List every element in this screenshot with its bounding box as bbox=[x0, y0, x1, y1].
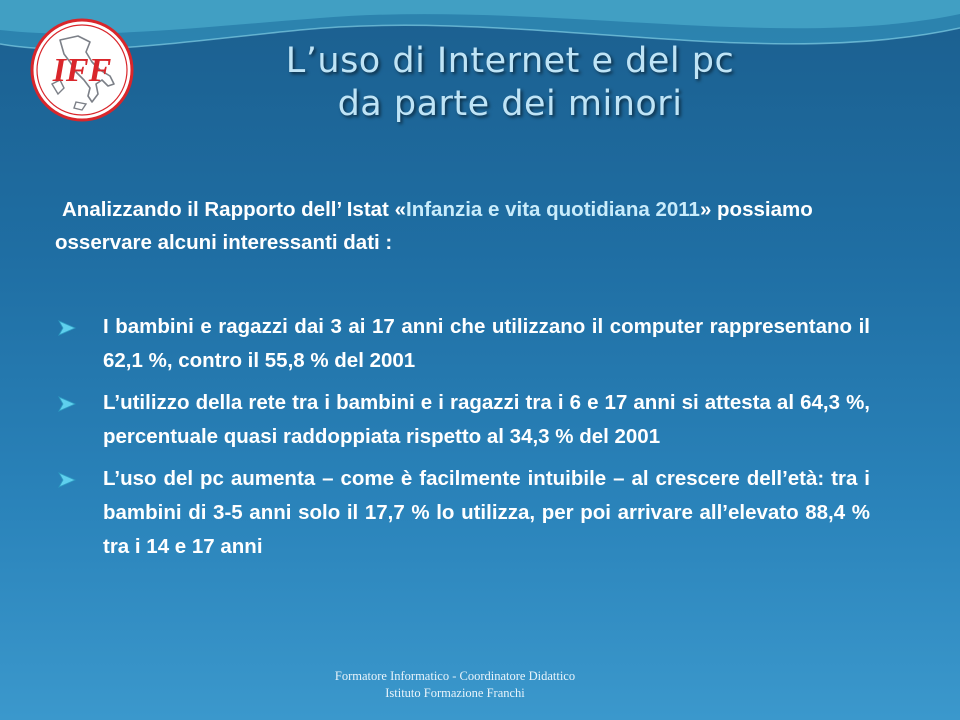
bullet-item bbox=[56, 310, 870, 378]
arrow-bullet-icon bbox=[58, 472, 76, 488]
logo-text: IFF bbox=[52, 52, 112, 89]
bullet-text: I bambini e ragazzi dai 3 ai 17 anni che utilizzano il computer rappresentano il 62,1 %, contro il 55,8 % del 2001 bbox=[103, 315, 870, 372]
iff-logo bbox=[30, 18, 134, 122]
bullet-item bbox=[56, 386, 870, 454]
intro-text-before: Analizzando il Rapporto dell’ Istat « bbox=[62, 198, 406, 221]
bullet-item bbox=[56, 462, 870, 564]
arrow-bullet-icon bbox=[58, 320, 76, 336]
bullet-text: L’utilizzo della rete tra i bambini e i ragazzi tra i 6 e 17 anni si attesta al 64,3 %, percentuale quasi raddoppiata rispetto al 34,3 % del 2001 bbox=[103, 391, 870, 448]
footer-line-1: Formatore Informatico - Coordinatore Didattico bbox=[334, 669, 576, 683]
bullet-text: L’uso del pc aumenta – come è facilmente intuibile – al crescere dell’età: tra i bambini di 3-5 anni solo il 17,7 % lo utilizza, per poi arrivare all’elevato 88,4 % tra i 14 e 17 anni bbox=[103, 467, 870, 558]
slide-title bbox=[150, 40, 870, 126]
slide-footer bbox=[230, 668, 680, 702]
intro-text-after: » possiamo osservare alcuni interessanti dati : bbox=[55, 198, 813, 254]
bullet-list bbox=[56, 310, 870, 572]
arrow-bullet-icon bbox=[58, 396, 76, 412]
footer-line-2: Istituto Formazione Franchi bbox=[385, 686, 525, 700]
title-line-2: da parte dei minori bbox=[337, 84, 683, 124]
title-line-1: L’uso di Internet e del pc bbox=[285, 41, 735, 81]
intro-paragraph bbox=[55, 193, 870, 259]
report-title-highlight: Infanzia e vita quotidiana 2011 bbox=[406, 198, 700, 221]
